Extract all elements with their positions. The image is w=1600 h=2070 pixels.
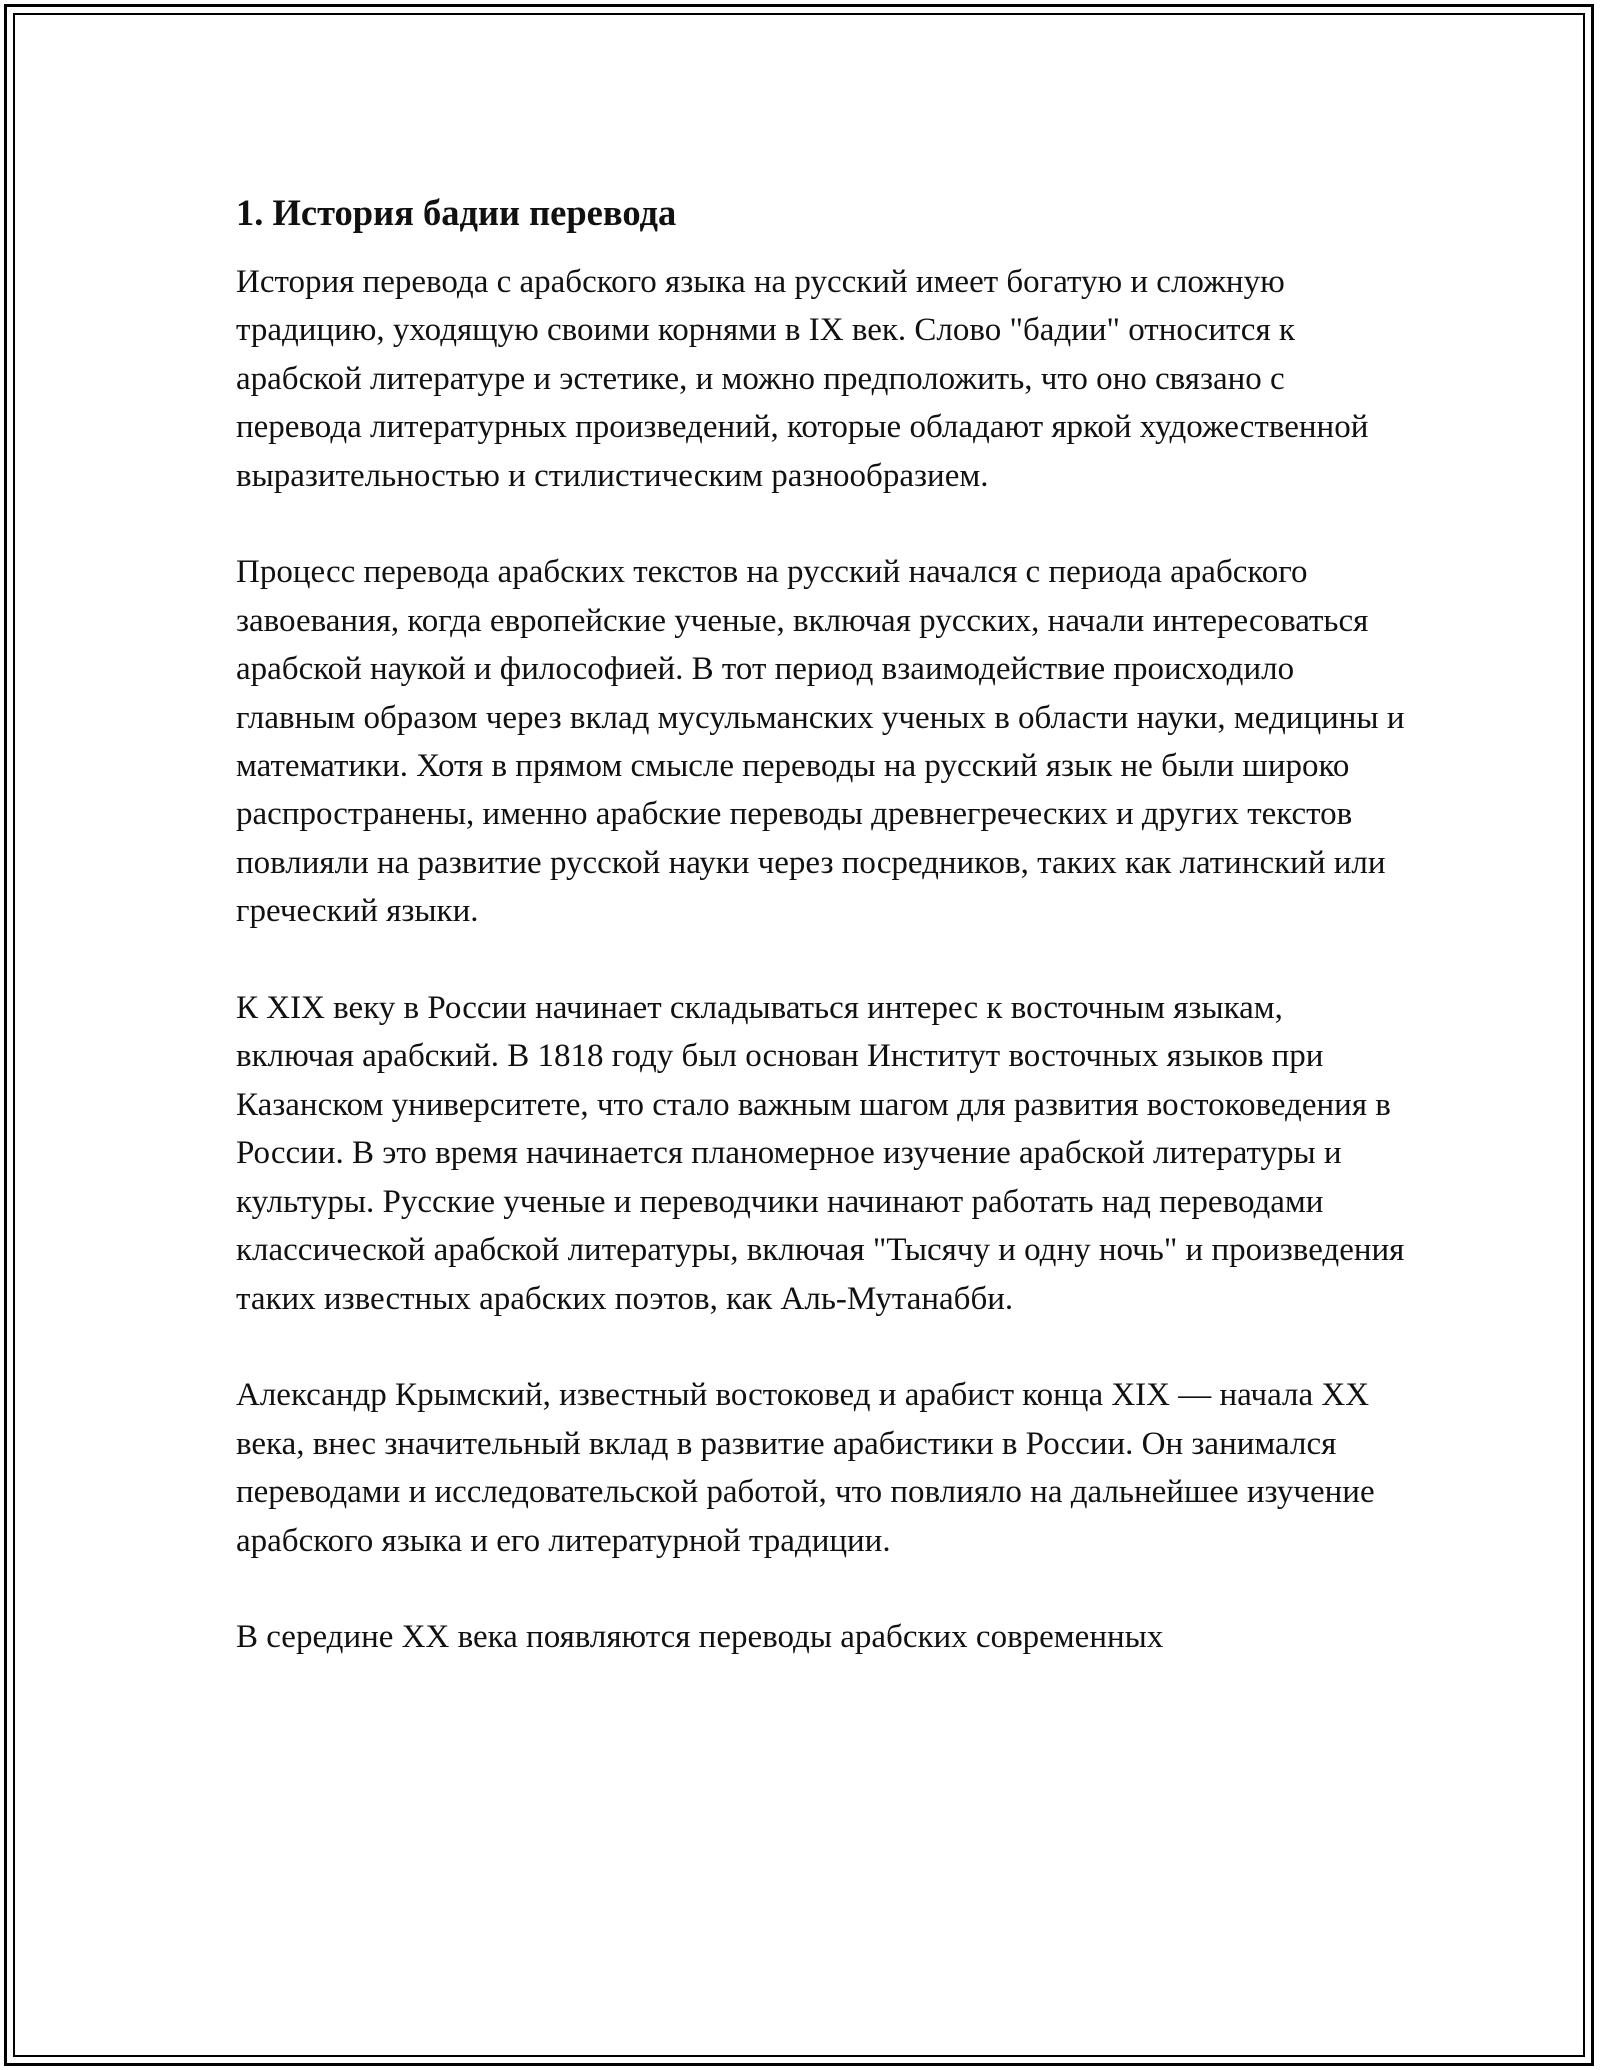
paragraph-krymsky: Александр Крымский, известный востоковед и арабист конца XIX — начала XX века, внес значительный вклад в развитие арабистики в России. Он занимался переводами и исследовательской работой, что повлияло на дальнейшее изучение арабского языка и его литературной традиции.: [236, 1377, 1375, 1559]
paragraph-history-intro: История перевода с арабского языка на русский имеет богатую и сложную традицию, уходящую своими корнями в IX век. Слово "бадии" относится к арабской литературе и эстетике, и можно предположить, что оно связано с перевода литературных произведений, которые обладают яркой художественной выразительностью и стилистическим разнообразием.: [236, 264, 1369, 494]
paragraph-nineteenth-century: К XIX веку в России начинает складываться интерес к восточным языкам, включая арабский. В 1818 году был основан Институт восточных языков при Казанском университете, что стало важным шагом для развития востоковедения в России. В это время начинается планомерное изучение арабской литературы и культуры. Русские ученые и переводчики начинают работать над переводами классической арабской литературы, включая "Тысячу и одну ночь" и произведения таких известных арабских поэтов, как Аль-Мутанабби.: [236, 990, 1405, 1317]
paragraph-translation-process: Процесс перевода арабских текстов на русский начался с периода арабского завоевания, когда европейские ученые, включая русских, начали интересоваться арабской наукой и философией. В тот период взаимодействие происходило главным образом через вклад мусульманских ученых в области науки, медицины и математики. Хотя в прямом смысле переводы на русский язык не были широко распространены, именно арабские переводы древнегреческих и других текстов повлияли на развитие русской науки через посредников, таких как латинский или греческий языки.: [236, 554, 1405, 930]
document-body: [236, 188, 1406, 1662]
section-heading: 1. История бадии перевода: [236, 192, 677, 233]
paragraph-mid-twentieth-century: В середине XX века появляются переводы арабских современных: [236, 1619, 1164, 1656]
